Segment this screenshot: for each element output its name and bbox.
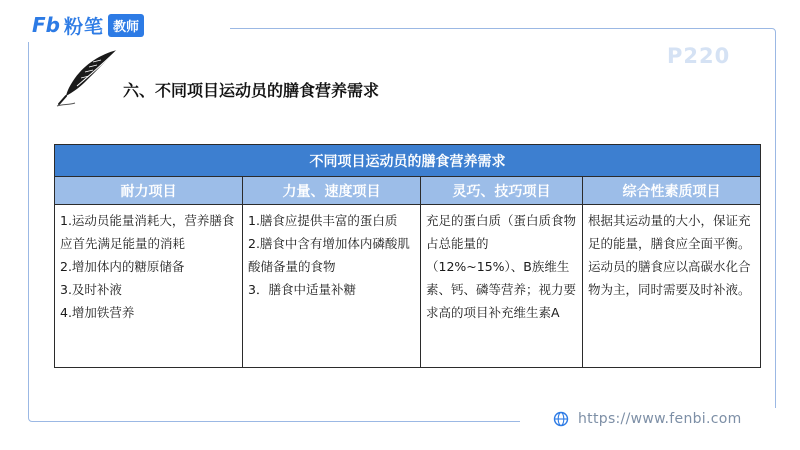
cell-endurance bbox=[55, 205, 243, 368]
table-caption: 不同项目运动员的膳食营养需求 bbox=[55, 145, 761, 177]
footer bbox=[553, 411, 742, 427]
list-item: 1.膳食应提供丰富的蛋白质 bbox=[248, 213, 398, 228]
logo-badge: 教师 bbox=[108, 14, 144, 37]
list-item: 2.增加体内的糖原储备 bbox=[60, 259, 185, 274]
list-item: 1.运动员能量消耗大，营养膳食应首先满足能量的消耗 bbox=[60, 213, 235, 251]
logo-mark: Fb bbox=[32, 13, 60, 37]
cell-comprehensive bbox=[583, 205, 761, 368]
list-item: 充足的蛋白质（蛋白质食物占总能量的（12%~15%）、B族维生素、钙、磷等营养；视力要求高的项目补充维生素A bbox=[426, 213, 577, 320]
list-item: 根据其运动量的大小，保证充足的能量，膳食应全面平衡。运动员的膳食应以高碳水化合物为主，同时需要及时补液。 bbox=[588, 213, 751, 297]
footer-url[interactable]: https://www.fenbi.com bbox=[578, 411, 742, 427]
feather-quill-icon bbox=[55, 48, 121, 108]
list-item: 2.膳食中含有增加体内磷酸肌酸储备量的食物 bbox=[248, 236, 410, 274]
table-row bbox=[55, 205, 761, 368]
list-item: 3.及时补液 bbox=[60, 282, 122, 297]
column-header-agility-skill: 灵巧、技巧项目 bbox=[421, 177, 583, 205]
column-header-comprehensive: 综合性素质项目 bbox=[583, 177, 761, 205]
logo-brand: 粉笔 bbox=[63, 15, 104, 38]
column-header-endurance: 耐力项目 bbox=[55, 177, 243, 205]
column-header-strength-speed: 力量、速度项目 bbox=[243, 177, 421, 205]
cell-strength-speed bbox=[243, 205, 421, 368]
globe-icon bbox=[553, 411, 569, 427]
page-title: 六、不同项目运动员的膳食营养需求 bbox=[123, 81, 380, 100]
list-item: 4.增加铁营养 bbox=[60, 305, 135, 320]
cell-agility-skill bbox=[421, 205, 583, 368]
logo bbox=[32, 12, 144, 38]
list-item: 3．膳食中适量补糖 bbox=[248, 282, 356, 297]
page-number: P220 bbox=[667, 44, 731, 68]
nutrition-table bbox=[54, 144, 760, 368]
